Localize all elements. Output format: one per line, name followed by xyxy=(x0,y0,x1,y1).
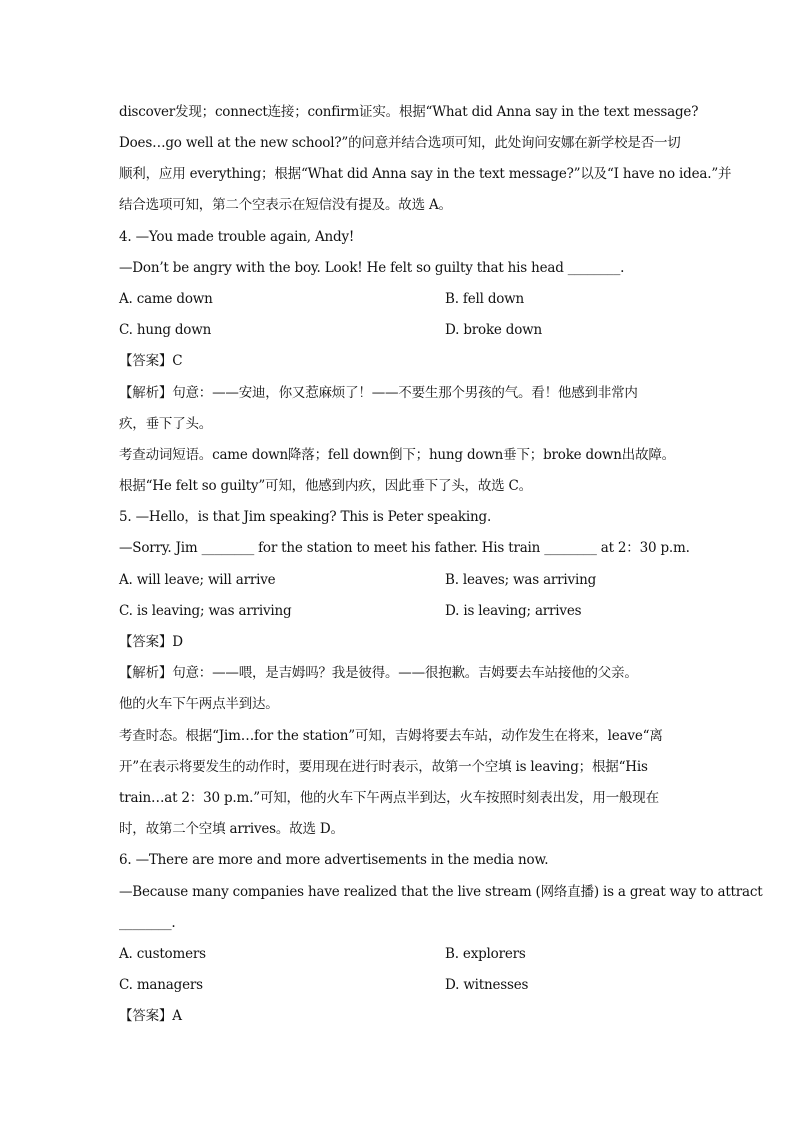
q4-analysis: 【解析】句意：——安迪，你又惹麻烦了！——不要生那个男孩的气。看！他感到非常内 xyxy=(119,385,638,401)
text-line: 开”在表示将要发生的动作时，要用现在进行时表示，故第一个空填 is leaving；根据“His xyxy=(119,759,648,775)
q5-option-c: C. is leaving; was arriving xyxy=(119,603,292,619)
q4-answer: 【答案】C xyxy=(119,353,183,369)
text-line: 他的火车下午两点半到达。 xyxy=(119,696,279,712)
q4-option-b: B. fell down xyxy=(445,291,525,307)
q4-option-c: C. hung down xyxy=(119,322,212,338)
text-line: 考查时态。根据“Jim…for the station”可知，吉姆将要去车站，动作发生在将来，leave“离 xyxy=(119,728,663,744)
question-5-stem: 5. —Hello，is that Jim speaking? This is Peter speaking. xyxy=(119,509,492,525)
q5-analysis: 【解析】句意：——喂，是吉姆吗？我是彼得。——很抱歉。吉姆要去车站接他的父亲。 xyxy=(119,665,638,681)
text-line: 时，故第二个空填 arrives。故选 D。 xyxy=(119,821,344,837)
question-4-stem: 4. —You made trouble again, Andy! xyxy=(119,229,355,245)
q4-option-a: A. came down xyxy=(119,291,213,307)
q6-option-a: A. customers xyxy=(119,946,206,962)
q5-option-b: B. leaves; was arriving xyxy=(445,572,597,588)
question-5-response: —Sorry. Jim ________ for the station to meet his father. His train ________ at 2：30 p.m. xyxy=(119,540,690,556)
q5-answer: 【答案】D xyxy=(119,634,183,650)
text-line: ________. xyxy=(119,915,176,931)
text-line: 结合选项可知，第二个空表示在短信没有提及。故选 A。 xyxy=(119,197,452,213)
text-line: Does…go well at the new school?”的问意并结合选项可知，此处询问安娜在新学校是否一切 xyxy=(119,135,681,151)
text-line: 考查动词短语。came down降落；fell down倒下；hung down垂下；broke down出故障。 xyxy=(119,447,675,463)
question-4-response: —Don’t be angry with the boy. Look! He felt so guilty that his head ________. xyxy=(119,260,625,276)
q4-option-d: D. broke down xyxy=(445,322,543,338)
text-line: 顺利，应用 everything；根据“What did Anna say in the text message?”以及“I have no idea.”并 xyxy=(119,166,732,182)
text-line: 疚，垂下了头。 xyxy=(119,416,213,432)
q5-option-a: A. will leave; will arrive xyxy=(119,572,276,588)
q6-answer: 【答案】A xyxy=(119,1008,182,1024)
text-line: 根据“He felt so guilty”可知，他感到内疚，因此垂下了头，故选 C。 xyxy=(119,478,532,494)
q6-option-c: C. managers xyxy=(119,977,203,993)
question-6-stem: 6. —There are more and more advertisements in the media now. xyxy=(119,852,549,868)
q5-option-d: D. is leaving; arrives xyxy=(445,603,582,619)
text-line: discover发现；connect连接；confirm证实。根据“What did Anna say in the text message? xyxy=(119,104,699,120)
question-6-response: —Because many companies have realized that the live stream (网络直播) is a great way to attract xyxy=(119,884,763,900)
q6-option-d: D. witnesses xyxy=(445,977,529,993)
q6-option-b: B. explorers xyxy=(445,946,526,962)
text-line: train…at 2：30 p.m.”可知，他的火车下午两点半到达，火车按照时刻表出发，用一般现在 xyxy=(119,790,659,806)
